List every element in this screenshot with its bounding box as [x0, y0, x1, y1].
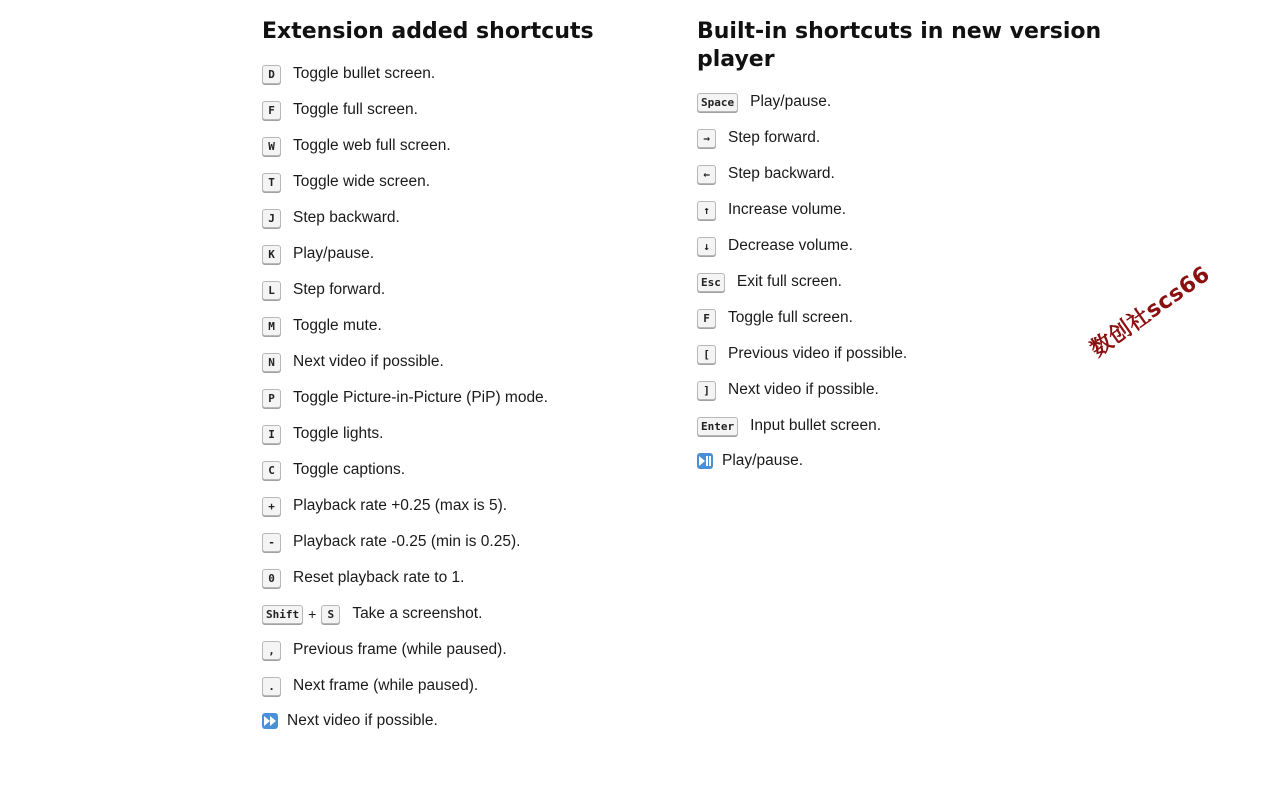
shortcut-keys — [262, 533, 281, 552]
shortcut-row — [697, 228, 1117, 264]
shortcut-description: Playback rate -0.25 (min is 0.25). — [293, 533, 521, 550]
builtin-shortcuts-section — [697, 18, 1117, 470]
shortcut-keys — [697, 237, 716, 256]
shortcut-description: Next video if possible. — [293, 353, 444, 370]
media-key-line — [262, 712, 662, 730]
shortcut-row — [697, 336, 1117, 372]
shortcut-keys — [262, 461, 281, 480]
shortcut-description: Previous frame (while paused). — [293, 641, 507, 658]
shortcut-description: Exit full screen. — [736, 273, 842, 290]
shortcut-description: Step backward. — [728, 165, 835, 182]
key-cap: Shift — [262, 605, 303, 624]
key-cap: T — [262, 173, 281, 192]
shortcut-keys — [697, 201, 716, 220]
shortcut-description: Increase volume. — [728, 201, 847, 218]
section-title: Built-in shortcuts in new version player — [697, 19, 1102, 72]
shortcut-list — [697, 84, 1117, 444]
shortcut-description: Step forward. — [728, 129, 821, 146]
key-cap: J — [262, 209, 281, 228]
shortcut-keys — [262, 281, 281, 300]
shortcut-keys — [697, 345, 716, 364]
key-cap: [ — [697, 345, 716, 364]
shortcut-keys — [262, 317, 281, 336]
key-cap: D — [262, 65, 281, 84]
shortcut-keys — [262, 641, 281, 660]
key-cap: C — [262, 461, 281, 480]
key-cap: F — [262, 101, 281, 120]
key-cap: W — [262, 137, 281, 156]
next-track-icon — [262, 713, 278, 729]
shortcut-keys — [697, 417, 738, 436]
key-cap: ↓ — [697, 237, 716, 256]
shortcut-row — [262, 416, 662, 452]
shortcut-keys — [262, 677, 281, 696]
key-cap: I — [262, 425, 281, 444]
shortcut-row — [697, 264, 1117, 300]
media-key-desc: Next video if possible. — [287, 712, 438, 729]
shortcut-keys — [262, 101, 281, 120]
shortcut-description: Toggle mute. — [293, 317, 382, 334]
shortcut-description: Play/pause. — [293, 245, 374, 262]
shortcut-keys — [262, 389, 281, 408]
shortcut-keys — [262, 245, 281, 264]
shortcut-row — [262, 272, 662, 308]
key-cap: , — [262, 641, 281, 660]
shortcut-description: Toggle wide screen. — [293, 173, 430, 190]
shortcut-row — [262, 344, 662, 380]
key-cap: Space — [697, 93, 738, 112]
section-title: Extension added shortcuts — [262, 19, 594, 44]
shortcut-row — [262, 56, 662, 92]
shortcut-keys — [697, 129, 716, 148]
shortcut-row — [262, 236, 662, 272]
shortcut-keys — [262, 497, 281, 516]
shortcut-row — [262, 524, 662, 560]
key-cap: 0 — [262, 569, 281, 588]
shortcut-description: Play/pause. — [750, 93, 832, 110]
shortcut-keys — [697, 309, 716, 328]
key-cap: M — [262, 317, 281, 336]
shortcut-row — [262, 632, 662, 668]
shortcut-description: Toggle web full screen. — [293, 137, 451, 154]
key-cap: Enter — [697, 417, 738, 436]
shortcut-description: Step backward. — [293, 209, 400, 226]
shortcut-keys — [697, 165, 716, 184]
shortcut-description: Playback rate +0.25 (max is 5). — [293, 497, 508, 514]
key-cap: K — [262, 245, 281, 264]
shortcut-row — [262, 92, 662, 128]
key-cap: ← — [697, 165, 716, 184]
shortcut-description: Step forward. — [293, 281, 386, 298]
shortcut-keys — [697, 93, 738, 112]
shortcut-row — [697, 372, 1117, 408]
shortcut-keys — [262, 65, 281, 84]
shortcut-description: Toggle bullet screen. — [293, 65, 436, 82]
shortcut-row — [262, 380, 662, 416]
key-cap: P — [262, 389, 281, 408]
shortcut-description: Input bullet screen. — [750, 417, 882, 434]
play-pause-icon — [697, 453, 713, 469]
shortcut-description: Take a screenshot. — [352, 605, 483, 622]
key-cap: ↑ — [697, 201, 716, 220]
key-cap: ] — [697, 381, 716, 400]
key-cap: → — [697, 129, 716, 148]
shortcut-row — [262, 560, 662, 596]
key-cap: N — [262, 353, 281, 372]
key-plus-sign: + — [308, 606, 317, 622]
shortcut-keys — [697, 381, 716, 400]
media-key-line — [697, 452, 1117, 470]
shortcut-row — [697, 120, 1117, 156]
shortcut-description: Toggle full screen. — [728, 309, 853, 326]
shortcut-row — [262, 668, 662, 704]
key-cap: . — [262, 677, 281, 696]
shortcut-row — [262, 488, 662, 524]
key-cap: - — [262, 533, 281, 552]
shortcut-description: Toggle lights. — [293, 425, 384, 442]
key-cap: L — [262, 281, 281, 300]
extension-shortcuts-section — [262, 18, 662, 730]
shortcut-keys — [262, 353, 281, 372]
shortcut-row — [262, 128, 662, 164]
shortcut-row — [697, 300, 1117, 336]
shortcut-description: Toggle Picture-in-Picture (PiP) mode. — [293, 389, 548, 406]
shortcut-row — [697, 156, 1117, 192]
shortcut-row — [262, 308, 662, 344]
shortcut-description: Previous video if possible. — [728, 345, 908, 362]
shortcut-description: Toggle full screen. — [293, 101, 418, 118]
shortcut-row — [262, 164, 662, 200]
key-cap: F — [697, 309, 716, 328]
shortcut-keys — [262, 173, 281, 192]
shortcut-row — [262, 596, 662, 632]
watermark-text: 数创社scs66 — [1085, 261, 1215, 363]
key-cap: + — [262, 497, 281, 516]
shortcut-keys — [262, 569, 281, 588]
shortcut-row — [262, 452, 662, 488]
media-key-desc: Play/pause. — [722, 452, 803, 469]
shortcut-description: Reset playback rate to 1. — [293, 569, 465, 586]
shortcut-description: Toggle captions. — [293, 461, 406, 478]
shortcut-list — [262, 56, 662, 704]
key-cap: S — [321, 605, 340, 624]
shortcut-row — [697, 84, 1117, 120]
shortcut-keys — [262, 137, 281, 156]
shortcut-description: Decrease volume. — [728, 237, 853, 254]
shortcut-row — [697, 408, 1117, 444]
key-cap: Esc — [697, 273, 725, 292]
shortcut-description: Next video if possible. — [728, 381, 879, 398]
shortcut-keys — [697, 273, 725, 292]
shortcut-keys — [262, 209, 281, 228]
shortcut-row — [697, 192, 1117, 228]
shortcut-keys — [262, 605, 340, 624]
shortcut-description: Next frame (while paused). — [293, 677, 479, 694]
shortcut-row — [262, 200, 662, 236]
shortcut-keys — [262, 425, 281, 444]
